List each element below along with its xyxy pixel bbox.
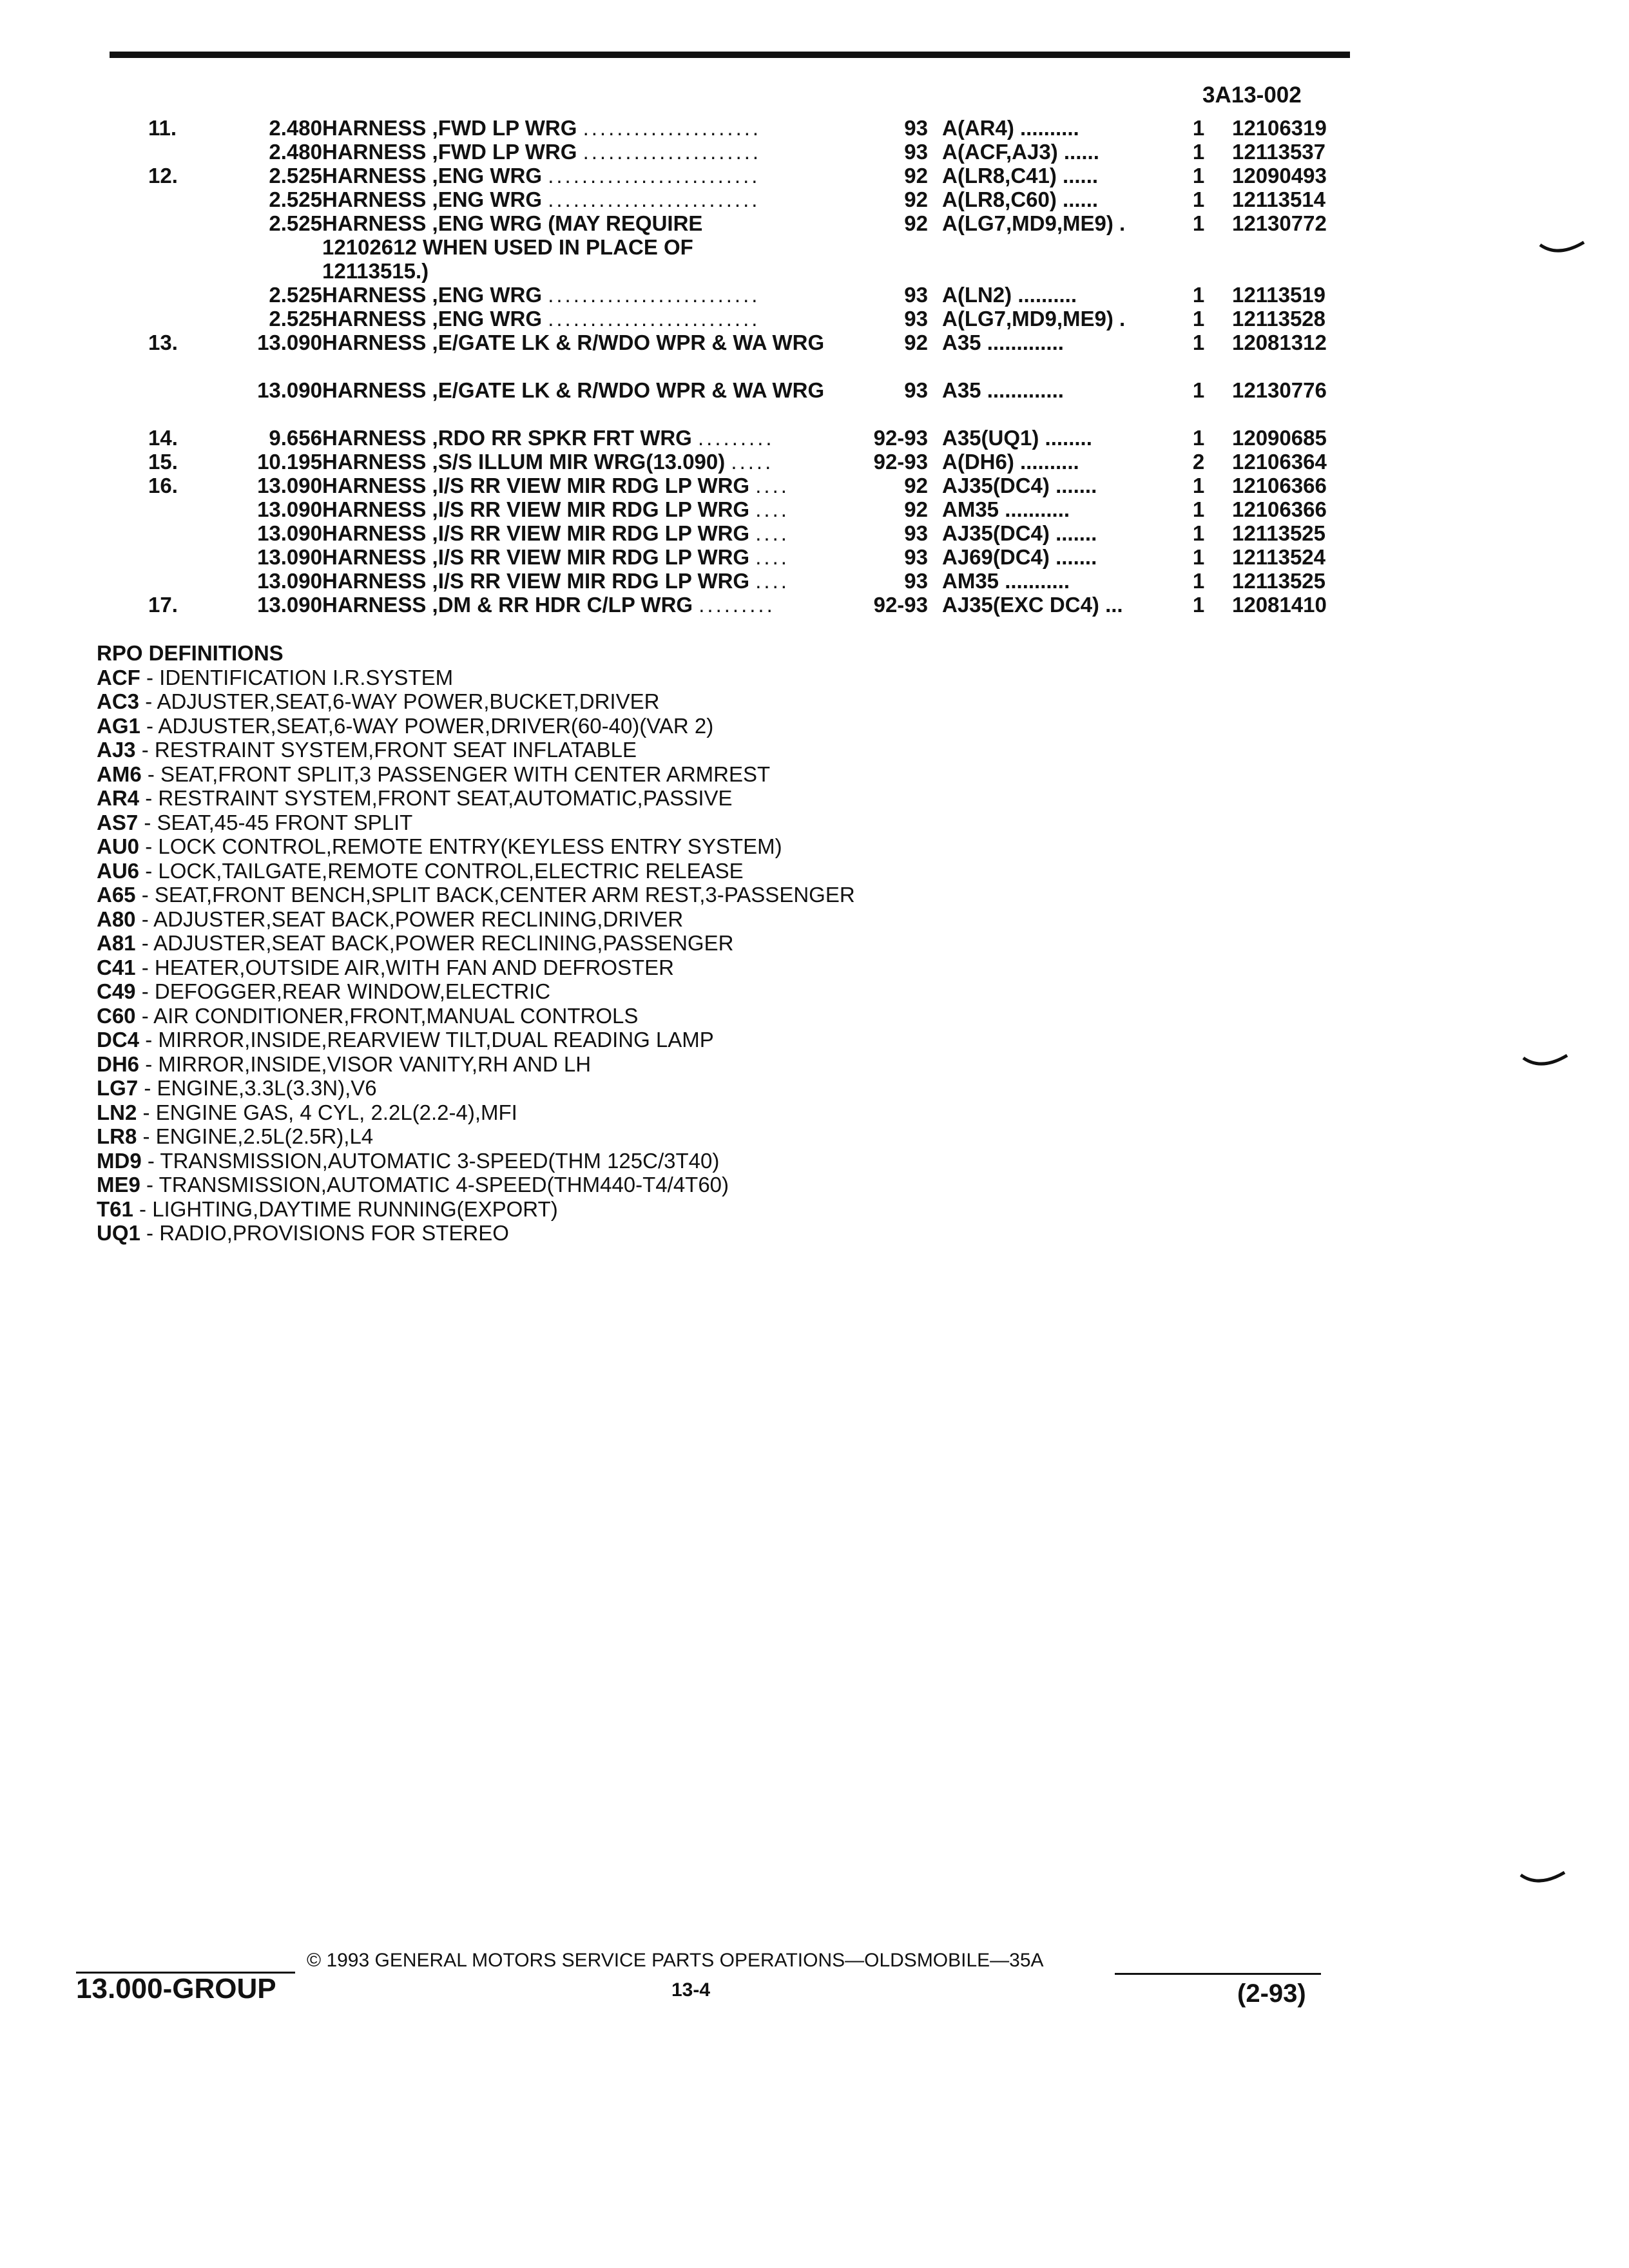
item-number: 11.: [148, 116, 177, 140]
quantity: 1: [1192, 211, 1205, 235]
rpo-definition: AU0 - LOCK CONTROL,REMOTE ENTRY(KEYLESS ENTRY SYSTEM): [97, 834, 782, 858]
usage-code: A(LG7,MD9,ME9) .: [942, 307, 1126, 331]
part-row: [0, 187, 1629, 211]
model-year: 93: [904, 521, 928, 545]
margin-tick-mark: [1519, 1869, 1566, 1892]
model-year: 92-93: [873, 593, 928, 617]
part-number: 12090685: [1232, 426, 1327, 450]
ref-number: 2.480: [269, 116, 322, 140]
ref-number: 2.480: [269, 140, 322, 164]
rpo-definition: LR8 - ENGINE,2.5L(2.5R),L4: [97, 1124, 374, 1148]
usage-code: AJ35(EXC DC4) ...: [942, 593, 1123, 617]
part-row: [0, 211, 1629, 283]
usage-code: A35(UQ1) ........: [942, 426, 1092, 450]
ref-number: 13.090: [257, 593, 322, 617]
part-row: [0, 497, 1629, 521]
part-row: [0, 450, 1629, 474]
usage-code: A(ACF,AJ3) ......: [942, 140, 1099, 164]
item-number: 16.: [148, 474, 178, 497]
top-rule: [110, 52, 1350, 58]
quantity: 1: [1192, 521, 1205, 545]
group-label: 13.000-GROUP: [76, 1973, 276, 2004]
part-description: HARNESS ,RDO RR SPKR FRT WRG .........: [322, 426, 775, 450]
usage-code: AJ35(DC4) .......: [942, 474, 1097, 497]
model-year: 92: [904, 164, 928, 187]
model-year: 93: [904, 116, 928, 140]
usage-code: A35 .............: [942, 378, 1064, 402]
rpo-definition: AS7 - SEAT,45-45 FRONT SPLIT: [97, 810, 413, 834]
quantity: 1: [1192, 474, 1205, 497]
part-row: [0, 378, 1629, 426]
rpo-definition: A80 - ADJUSTER,SEAT BACK,POWER RECLINING,DRIVER: [97, 907, 684, 931]
margin-tick-mark: [1539, 238, 1585, 262]
usage-code: AM35 ...........: [942, 569, 1070, 593]
part-description: HARNESS ,I/S RR VIEW MIR RDG LP WRG ....: [322, 545, 789, 569]
part-number: 12130772: [1232, 211, 1327, 235]
usage-code: A(LN2) ..........: [942, 283, 1077, 307]
rpo-definition: A65 - SEAT,FRONT BENCH,SPLIT BACK,CENTER ARM REST,3-PASSENGER: [97, 883, 855, 907]
margin-tick-mark: [1522, 1052, 1568, 1075]
model-year: 92-93: [873, 426, 928, 450]
quantity: 1: [1192, 187, 1205, 211]
rpo-definition: UQ1 - RADIO,PROVISIONS FOR STEREO: [97, 1221, 509, 1245]
part-row: [0, 426, 1629, 450]
model-year: 92: [904, 497, 928, 521]
rpo-definition: AR4 - RESTRAINT SYSTEM,FRONT SEAT,AUTOMATIC,PASSIVE: [97, 786, 733, 810]
part-number: 12113537: [1232, 140, 1326, 164]
footer-rule: [1115, 1973, 1321, 1975]
ref-number: 9.656: [269, 426, 322, 450]
part-row: [0, 307, 1629, 331]
rpo-definition: C41 - HEATER,OUTSIDE AIR,WITH FAN AND DEFROSTER: [97, 955, 675, 979]
model-year: 93: [904, 569, 928, 593]
ref-number: 13.090: [257, 569, 322, 593]
part-description: HARNESS ,I/S RR VIEW MIR RDG LP WRG ....: [322, 521, 789, 545]
rpo-definition: AJ3 - RESTRAINT SYSTEM,FRONT SEAT INFLATABLE: [97, 738, 637, 762]
ref-number: 13.090: [257, 474, 322, 497]
model-year: 93: [904, 140, 928, 164]
rpo-definition: LG7 - ENGINE,3.3L(3.3N),V6: [97, 1076, 377, 1100]
part-number: 12113524: [1232, 545, 1326, 569]
revision-date: (2-93): [1237, 1979, 1306, 2008]
part-row: [0, 474, 1629, 497]
model-year: 93: [904, 307, 928, 331]
usage-code: A(AR4) ..........: [942, 116, 1079, 140]
quantity: 1: [1192, 426, 1205, 450]
part-number: 12106366: [1232, 474, 1327, 497]
quantity: 1: [1192, 307, 1205, 331]
part-description: HARNESS ,E/GATE LK & R/WDO WPR & WA WRG: [322, 378, 825, 402]
rpo-definition: AG1 - ADJUSTER,SEAT,6-WAY POWER,DRIVER(60-40)(VAR 2): [97, 713, 714, 738]
ref-number: 2.525: [269, 164, 322, 187]
part-number: 12113525: [1232, 569, 1326, 593]
model-year: 93: [904, 283, 928, 307]
page-code: 3A13-002: [1202, 82, 1302, 108]
part-row: [0, 283, 1629, 307]
part-number: 12106364: [1232, 450, 1327, 474]
quantity: 2: [1192, 450, 1205, 474]
part-number: 12113525: [1232, 521, 1326, 545]
rpo-definition: DH6 - MIRROR,INSIDE,VISOR VANITY,RH AND LH: [97, 1052, 592, 1076]
rpo-definition: MD9 - TRANSMISSION,AUTOMATIC 3-SPEED(THM 125C/3T40): [97, 1148, 720, 1173]
part-row: [0, 116, 1629, 140]
part-description: HARNESS ,I/S RR VIEW MIR RDG LP WRG ....: [322, 497, 789, 521]
part-row: [0, 331, 1629, 378]
item-number: 12.: [148, 164, 178, 187]
part-row: [0, 569, 1629, 593]
quantity: 1: [1192, 569, 1205, 593]
part-row: [0, 140, 1629, 164]
part-number: 12113519: [1232, 283, 1326, 307]
model-year: 93: [904, 378, 928, 402]
rpo-definition: DC4 - MIRROR,INSIDE,REARVIEW TILT,DUAL READING LAMP: [97, 1028, 714, 1052]
rpo-definitions: [97, 641, 855, 1245]
rpo-definition: ME9 - TRANSMISSION,AUTOMATIC 4-SPEED(THM440-T4/4T60): [97, 1173, 729, 1196]
model-year: 92-93: [873, 450, 928, 474]
part-number: 12113528: [1232, 307, 1326, 331]
ref-number: 13.090: [257, 378, 322, 402]
part-number: 12106319: [1232, 116, 1327, 140]
ref-number: 2.525: [269, 283, 322, 307]
item-number: 14.: [148, 426, 178, 450]
parts-list: [0, 116, 1629, 617]
ref-number: 2.525: [269, 307, 322, 331]
usage-code: A35 .............: [942, 331, 1064, 354]
rpo-definition: C49 - DEFOGGER,REAR WINDOW,ELECTRIC: [97, 979, 551, 1003]
usage-code: A(LR8,C41) ......: [942, 164, 1099, 187]
quantity: 1: [1192, 164, 1205, 187]
part-description: HARNESS ,FWD LP WRG .....................: [322, 116, 762, 140]
part-description: HARNESS ,ENG WRG .........................: [322, 307, 760, 331]
model-year: 93: [904, 545, 928, 569]
quantity: 1: [1192, 497, 1205, 521]
quantity: 1: [1192, 593, 1205, 617]
part-number: 12081312: [1232, 331, 1327, 354]
part-row: [0, 545, 1629, 569]
rpo-definition: T61 - LIGHTING,DAYTIME RUNNING(EXPORT): [97, 1196, 558, 1221]
quantity: 1: [1192, 283, 1205, 307]
ref-number: 13.090: [257, 521, 322, 545]
usage-code: AJ69(DC4) .......: [942, 545, 1097, 569]
rpo-definition: AC3 - ADJUSTER,SEAT,6-WAY POWER,BUCKET,DRIVER: [97, 689, 660, 713]
ref-number: 2.525: [269, 187, 322, 211]
rpo-definition: AU6 - LOCK,TAILGATE,REMOTE CONTROL,ELECTRIC RELEASE: [97, 858, 744, 883]
quantity: 1: [1192, 545, 1205, 569]
ref-number: 10.195: [257, 450, 322, 474]
part-description: HARNESS ,ENG WRG .........................: [322, 283, 760, 307]
item-number: 13.: [148, 331, 178, 354]
part-row: [0, 521, 1629, 545]
model-year: 92: [904, 474, 928, 497]
part-row: [0, 164, 1629, 187]
part-description: HARNESS ,ENG WRG .........................: [322, 187, 760, 211]
rpo-definition: A81 - ADJUSTER,SEAT BACK,POWER RECLINING,PASSENGER: [97, 931, 734, 955]
model-year: 92: [904, 211, 928, 235]
part-description: HARNESS ,I/S RR VIEW MIR RDG LP WRG ....: [322, 569, 789, 593]
usage-code: A(LR8,C60) ......: [942, 187, 1099, 211]
ref-number: 2.525: [269, 211, 322, 235]
part-description: HARNESS ,E/GATE LK & R/WDO WPR & WA WRG: [322, 331, 825, 354]
rpo-definition: C60 - AIR CONDITIONER,FRONT,MANUAL CONTROLS: [97, 1003, 639, 1028]
quantity: 1: [1192, 331, 1205, 354]
model-year: 92: [904, 331, 928, 354]
quantity: 1: [1192, 378, 1205, 402]
part-row: [0, 593, 1629, 617]
rpo-title: RPO DEFINITIONS: [97, 641, 284, 665]
part-description: HARNESS ,S/S ILLUM MIR WRG(13.090) .....: [322, 450, 774, 474]
usage-code: A(DH6) ..........: [942, 450, 1079, 474]
part-number: 12106366: [1232, 497, 1327, 521]
part-description: HARNESS ,DM & RR HDR C/LP WRG .........: [322, 593, 775, 617]
item-number: 15.: [148, 450, 178, 474]
ref-number: 13.090: [257, 331, 322, 354]
item-number: 17.: [148, 593, 178, 617]
part-description: HARNESS ,FWD LP WRG .....................: [322, 140, 762, 164]
copyright-notice: © 1993 GENERAL MOTORS SERVICE PARTS OPERATIONS—OLDSMOBILE—35A: [307, 1950, 1044, 1971]
model-year: 92: [904, 187, 928, 211]
part-number: 12113514: [1232, 187, 1326, 211]
part-description: HARNESS ,ENG WRG (MAY REQUIRE 12102612 WHEN USED IN PLACE OF 12113515.): [322, 211, 703, 283]
part-number: 12130776: [1232, 378, 1327, 402]
usage-code: AJ35(DC4) .......: [942, 521, 1097, 545]
quantity: 1: [1192, 116, 1205, 140]
page-number: 13-4: [671, 1979, 711, 2001]
usage-code: A(LG7,MD9,ME9) .: [942, 211, 1126, 235]
part-number: 12081410: [1232, 593, 1327, 617]
part-description: HARNESS ,ENG WRG .........................: [322, 164, 760, 187]
rpo-definition: LN2 - ENGINE GAS, 4 CYL, 2.2L(2.2-4),MFI: [97, 1100, 517, 1124]
quantity: 1: [1192, 140, 1205, 164]
part-description: HARNESS ,I/S RR VIEW MIR RDG LP WRG ....: [322, 474, 789, 497]
rpo-definition: AM6 - SEAT,FRONT SPLIT,3 PASSENGER WITH CENTER ARMREST: [97, 762, 771, 786]
usage-code: AM35 ...........: [942, 497, 1070, 521]
ref-number: 13.090: [257, 497, 322, 521]
part-number: 12090493: [1232, 164, 1327, 187]
ref-number: 13.090: [257, 545, 322, 569]
rpo-definition: ACF - IDENTIFICATION I.R.SYSTEM: [97, 665, 454, 689]
